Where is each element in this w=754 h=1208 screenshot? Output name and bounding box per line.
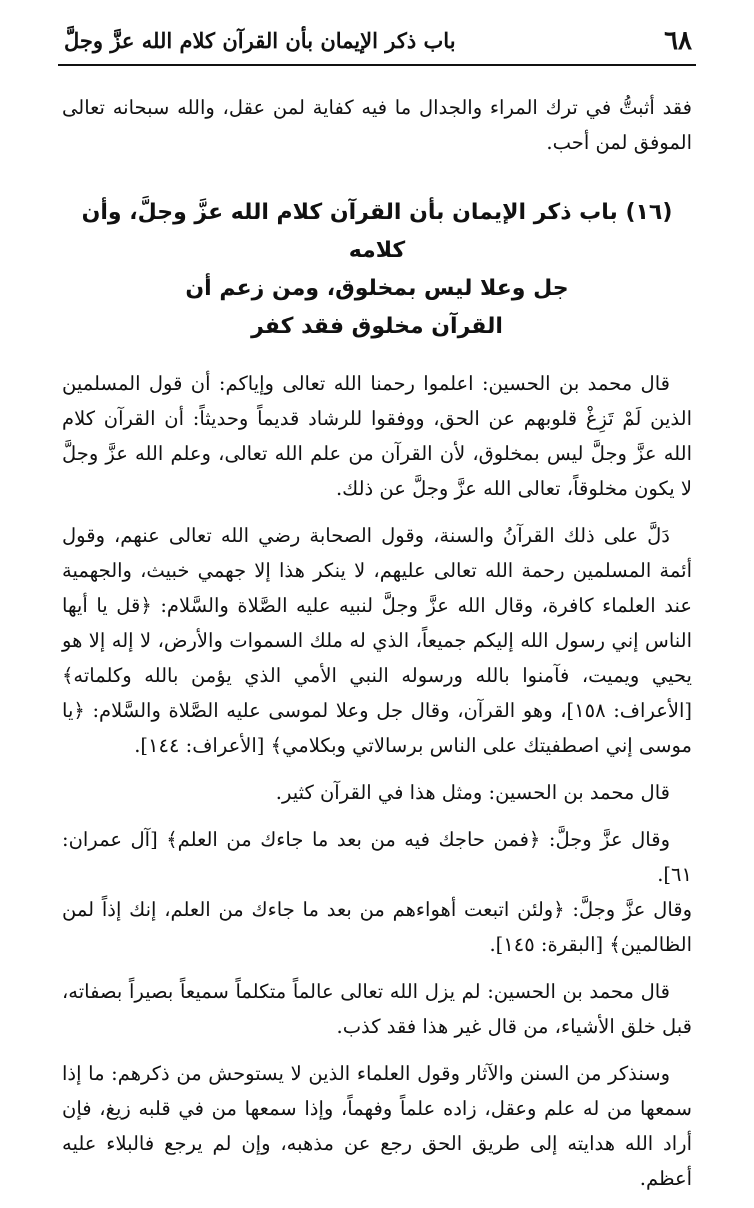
intro-line-1: فقد أثبتُّ في ترك المراء والجدال ما فيه كفاية لمن عقل، والله سبحانه تعالى الموفق [62,96,692,154]
paragraph: قال محمد بن الحسين: ومثل هذا في القرآن كثير. [275,781,670,804]
paragraph: وسنذكر من السنن والآثار وقول العلماء الذين لا يستوحش من ذكرهم: ما إذا سمعها من له علم وعقل، زاده علماً وفهماً، وإذا سمعها من في قلبه زيغ، فإن أراد الله هدايته إلى طريق الحق رجع عن مذهبه، وإن لم يرجع فالبلاء عليه أعظم. [62,1062,692,1190]
chapter-heading [62,194,692,346]
body-text [62,90,692,1208]
intro-line-2: لمن أحب. [546,131,628,154]
paragraph: قال محمد بن الحسين: اعلموا رحمنا الله تعالى وإياكم: أن قول المسلمين الذين لَمْ تَزِغْ قلوبهم عن الحق، ووفقوا للرشاد قديماً وحديثاً: أن القرآن كلام الله عزَّ وجلَّ ليس بمخلوق، لأن القرآن من علم الله تعالى، وعلم الله عزَّ وجلَّ لا يكون مخلوقاً، تعالى الله عزَّ وجلَّ عن ذلك. [62,372,692,500]
paragraph: قال محمد بن الحسين: لم يزل الله تعالى عالماً متكلماً سميعاً بصيراً بصفاته، قبل خلق الأشياء، من قال غير هذا فقد كذب. [62,980,692,1038]
paragraph: وقال عزَّ وجلَّ: ﴿فمن حاجك فيه من بعد ما جاءك من العلم﴾ [آل عمران: ٦١]. [62,828,692,886]
running-title: باب ذكر الإيمان بأن القرآن كلام الله عزَّ وجلَّ [64,28,456,53]
intro-paragraph [62,90,692,160]
paragraph: دَلَّ على ذلك القرآنُ والسنة، وقول الصحابة رضي الله تعالى عنهم، وقول أئمة المسلمين رحمة الله تعالى عليهم، لا ينكر هذا إلا جهمي خبيث، والجهمية عند العلماء كافرة، وقال الله عزَّ وجلَّ لنبيه عليه الصَّلاة والسَّلام: ﴿قل يا أيها الناس إني رسول الله إليكم جميعاً، الذي له ملك السموات والأرض، لا إله إلا هو يحيي ويميت، فآمنوا بالله ورسوله النبي الأمي الذي يؤمن بالله وكلماته﴾ [الأعراف: ١٥٨]، وهو القرآن، وقال جل وعلا لموسى عليه الصَّلاة والسَّلام: ﴿يا موسى إني اصطفيتك على الناس برسالاتي وبكلامي﴾ [الأعراف: ١٤٤]. [62,524,692,757]
chapter-heading-line-2: جل وعلا ليس بمخلوق، ومن زعم أن [185,276,569,301]
paragraph: وقال عزَّ وجلَّ: ﴿ولئن اتبعت أهواءهم من بعد ما جاءك من العلم، إنك إذاً لمن الظالمين﴾ [البقرة: ١٤٥]. [62,898,692,956]
page-header [58,22,696,66]
chapter-heading-line-3: القرآن مخلوق فقد كفر [251,314,503,339]
page-number: ٦٨ [664,26,692,56]
chapter-heading-line-1: (١٦) باب ذكر الإيمان بأن القرآن كلام الله عزَّ وجلَّ، وأن كلامه [81,200,673,263]
